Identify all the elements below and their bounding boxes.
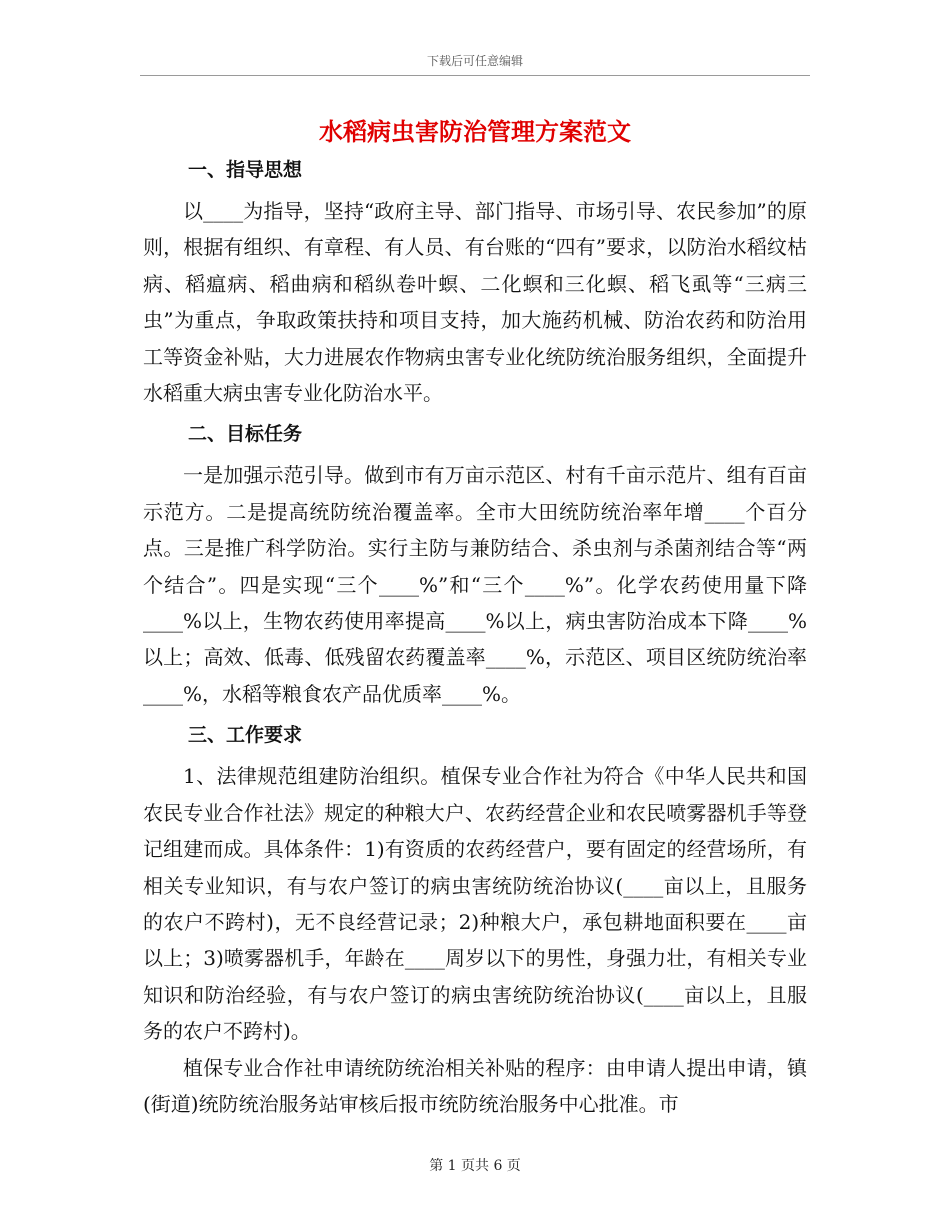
section-guiding-ideology: [143, 147, 807, 411]
section-heading: 一、指导思想: [188, 159, 303, 181]
document-title: 水稻病虫害防治管理方案范文: [319, 117, 631, 146]
paragraph: 1、法律规范组建防治组织。植保专业合作社为符合《中华人民共和国农民专业合作社法》规定的种粮大户、农药经营企业和农民喷雾器机手等登记组建而成。具体条件：1)有资质的农药经营户，要有固定的经营场所，有相关专业知识，有与农户签订的病虫害统防统治协议(____亩以上，且服务的农户不跨村)，无不良经营记录；2)种粮大户，承包耕地面积要在____亩以上；3)喷雾器机手，年龄在____周岁以下的男性，身强力壮，有相关专业知识和防治经验，有与农户签订的病虫害统防统治协议(____亩以上，且服务的农户不跨村)。: [143, 764, 807, 1044]
paragraph: 一是加强示范引导。做到市有万亩示范区、村有千亩示范片、组有百亩示范方。二是提高统防统治覆盖率。全市大田统防统治率年增____个百分点。三是推广科学防治。实行主防与兼防结合、杀虫剂与杀菌剂结合等“两个结合”。四是实现“三个____%”和“三个____%”。化学农药使用量下降____%以上，生物农药使用率提高____%以上，病虫害防治成本下降____%以上；高效、低毒、低残留农药覆盖率____%，示范区、项目区统防统治率____%，水稻等粮食农产品优质率____%。: [143, 463, 807, 706]
paragraph: 植保专业合作社申请统防统治相关补贴的程序：由申请人提出申请，镇(街道)统防统治服务站审核后报市统防统治服务中心批准。市: [143, 1055, 807, 1116]
page-header-note: 下载后可任意编辑: [426, 54, 523, 68]
page-number: 第 1 页共 6 页: [429, 1158, 521, 1174]
paragraph: 以____为指导，坚持“政府主导、部门指导、市场引导、农民参加”的原则，根据有组织、有章程、有人员、有台账的“四有”要求，以防治水稻纹枯病、稻瘟病、稻曲病和稻纵卷叶螟、二化螟和三化螟、稻飞虱等“三病三虫”为重点，争取政策扶持和项目支持，加大施药机械、防治农药和防治用工等资金补贴，大力进展农作物病虫害专业化统防统治服务组织，全面提升水稻重大病虫害专业化防治水平。: [143, 199, 807, 406]
document-body: [143, 147, 807, 1122]
section-heading: 三、工作要求: [188, 724, 303, 747]
section-heading: 二、目标任务: [188, 423, 303, 446]
section-work-requirements: [143, 712, 807, 1122]
section-targets-tasks: [143, 411, 807, 712]
header-divider: [140, 75, 810, 76]
